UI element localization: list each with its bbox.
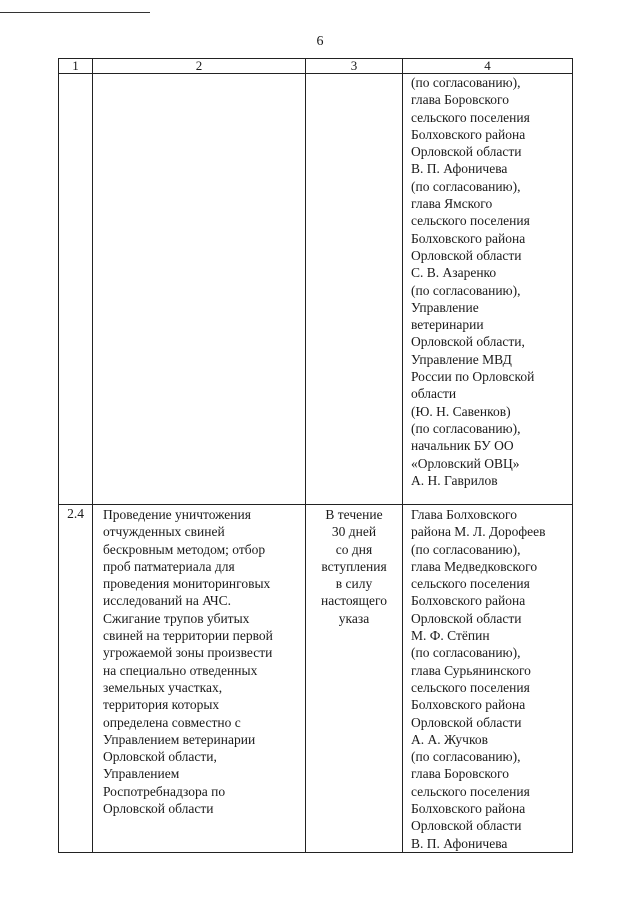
- responsible-cell: [403, 505, 573, 853]
- table-header-row: [59, 59, 573, 74]
- table-row: [59, 74, 573, 505]
- row-number-cell: [59, 505, 93, 853]
- deadline-text: В течение 30 дней со дня вступления в силу настоящего указа: [321, 507, 387, 626]
- header-col-4: 4: [403, 59, 573, 74]
- task-cell: [93, 505, 306, 853]
- header-col-3: 3: [306, 59, 403, 74]
- row-number: 2.4: [67, 506, 84, 521]
- responsible-cell: [403, 74, 573, 505]
- task-text: Проведение уничтожения отчужденных свиней бескровным методом; отбор проб патматериала для проведения мониторинговых исследований на АЧС. Сжигание трупов убитых свиней на территории первой угрожаемой зоны произвести на специально отведенных земельных участках, территория которых определена совместно с Управлением ветеринарии Орловской области, Управлением Роспотребнадзора по Орловской области: [103, 507, 273, 817]
- header-col-2: 2: [93, 59, 306, 74]
- measures-table: [58, 58, 573, 853]
- deadline-cell: [306, 505, 403, 853]
- row-number-cell: [59, 74, 93, 505]
- deadline-cell: [306, 74, 403, 505]
- task-text: [93, 74, 305, 75]
- header-col-1: 1: [59, 59, 93, 74]
- table-row: [59, 505, 573, 853]
- task-cell: [93, 74, 306, 505]
- scan-edge-line: [0, 12, 150, 13]
- responsible-text: Глава Болховского района М. Л. Дорофеев (по согласованию), глава Медведковского сельского поселения Болховского района Орловской области М. Ф. Стёпин (по согласованию), глава Сурьянинского сельского поселения Болховского района Орловской области А. А. Жучков (по согласованию), глава Боровского сельского поселения Болховского района Орловской области В. П. Афоничева: [411, 507, 546, 851]
- page-number: 6: [316, 34, 324, 49]
- deadline-text: [306, 74, 402, 75]
- responsible-text: (по согласованию), глава Боровского сельского поселения Болховского района Орловской области В. П. Афоничева (по согласованию), глава Ямского сельского поселения Болховского района Орловской области С. В. Азаренко (по согласованию), Управление ветеринарии Орловской области, Управление МВД России по Орловской области (Ю. Н. Савенков) (по согласованию), начальник БУ ОО «Орловский ОВЦ» А. Н. Гаврилов: [411, 75, 535, 488]
